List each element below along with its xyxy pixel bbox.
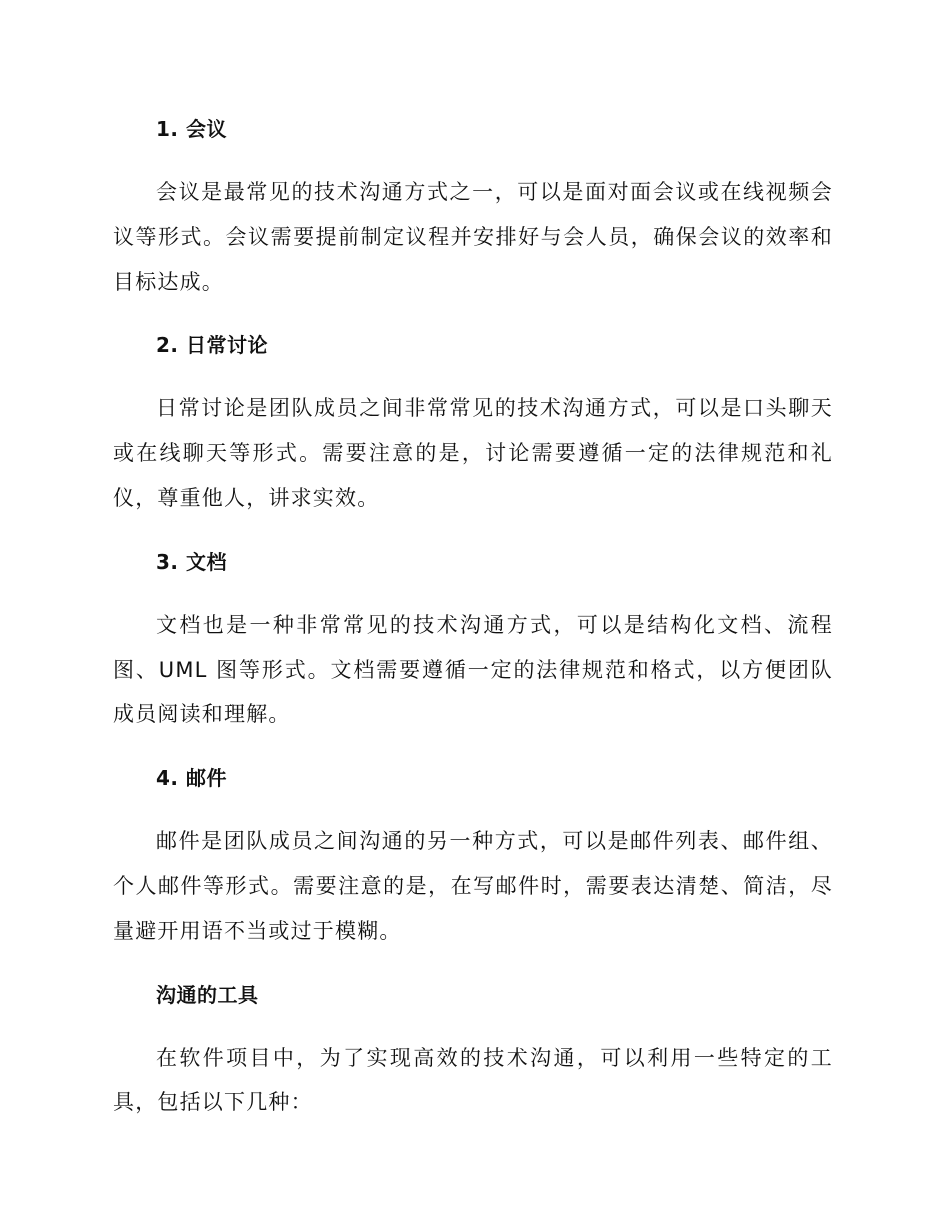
document-body: [113, 112, 833, 1149]
section-heading: 1. 会议: [156, 117, 227, 141]
section-documents: [113, 545, 833, 737]
section-heading: 4. 邮件: [156, 766, 227, 791]
section-paragraph: 邮件是团队成员之间沟通的另一种方式，可以是邮件列表、邮件组、个人邮件等形式。需要注意的是，在写邮件时，需要表达清楚、简洁，尽量避开用语不当或过于模糊。: [113, 829, 833, 943]
section-meeting: [113, 112, 833, 304]
section-heading: 3. 文档: [156, 549, 227, 574]
section-paragraph: 会议是最常见的技术沟通方式之一，可以是面对面会议或在线视频会议等形式。会议需要提前制定议程并安排好与会人员，确保会议的效率和目标达成。: [113, 180, 833, 294]
section-paragraph: 日常讨论是团队成员之间非常常见的技术沟通方式，可以是口头聊天或在线聊天等形式。需要注意的是，讨论需要遵循一定的法律规范和礼仪，尊重他人，讲求实效。: [113, 396, 833, 510]
section-paragraph: 文档也是一种非常常见的技术沟通方式，可以是结构化文档、流程图、UML 图等形式。文档需要遵循一定的法律规范和格式，以方便团队成员阅读和理解。: [113, 612, 833, 727]
section-email: [113, 761, 833, 953]
section-daily-discussion: [113, 328, 833, 520]
section-heading: 沟通的工具: [156, 982, 259, 1007]
section-heading: 2. 日常讨论: [156, 333, 268, 358]
section-communication-tools: [113, 978, 833, 1126]
section-paragraph: 在软件项目中，为了实现高效的技术沟通，可以利用一些特定的工具，包括以下几种：: [113, 1045, 833, 1115]
